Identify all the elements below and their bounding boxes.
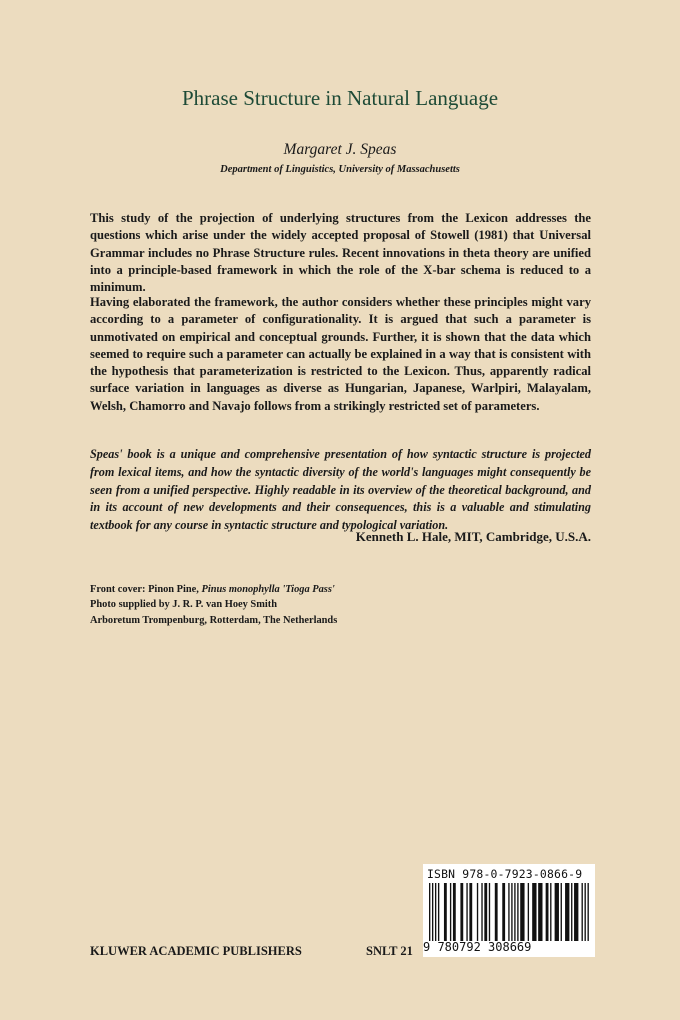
barcode-bar xyxy=(574,883,578,941)
barcode-bar xyxy=(502,883,505,941)
barcode-bar xyxy=(438,883,439,941)
barcode-bar xyxy=(466,883,467,941)
cover-credit-prefix: Front cover: Pinon Pine, xyxy=(90,584,202,595)
barcode-bar xyxy=(565,883,569,941)
author-affiliation: Department of Linguistics, University of Massachusetts xyxy=(220,164,460,175)
barcode-bar xyxy=(588,883,589,941)
barcode-number: 9 780792 308669 xyxy=(423,940,532,954)
cover-credit-line xyxy=(90,582,337,597)
barcode-bar xyxy=(582,883,583,941)
cover-credits xyxy=(90,582,337,628)
barcode-bar xyxy=(561,883,562,941)
cover-species-name: Pinus monophylla 'Tioga Pass' xyxy=(201,584,335,595)
location-credit-line: Arboretum Trompenburg, Rotterdam, The Netherlands xyxy=(90,614,338,626)
barcode-bar xyxy=(511,883,512,941)
barcode-bar xyxy=(520,883,524,941)
publisher-name: KLUWER ACADEMIC PUBLISHERS xyxy=(90,944,302,958)
book-title: Phrase Structure in Natural Language xyxy=(181,86,499,110)
barcode-bar xyxy=(571,883,572,941)
barcode-bar xyxy=(585,883,586,941)
barcode-bar xyxy=(495,883,498,941)
barcode-bar xyxy=(450,883,451,941)
barcode-bar xyxy=(508,883,509,941)
barcode-bar xyxy=(481,883,482,941)
reviewer-name: Kenneth L. Hale, MIT, Cambridge, U.S.A. xyxy=(355,529,591,544)
barcode-bar xyxy=(555,883,559,941)
barcode-bar xyxy=(528,883,529,941)
barcode-bar xyxy=(429,883,430,941)
barcode-bar xyxy=(517,883,518,941)
barcode-bar xyxy=(550,883,551,941)
barcode-bar xyxy=(453,883,456,941)
abstract-paragraph-2: Having elaborated the framework, the author considers whether these principles might vary according to a parameter of configurationality. It is argued that such a parameter is unmotivated on empirical and conceptual grounds. Further, it is shown that the data which seemed to require such a parameter can actually be explained in a way that is consistent with the hypothesis that parameterization is restricted to the Lexicon. Thus, apparently radical surface variation in languages as diverse as Hungarian, Japanese, Warlpiri, Malayalam, Welsh, Chamorro and Navajo follows from a strikingly restricted set of parameters. xyxy=(90,295,591,413)
barcode-bar xyxy=(460,883,463,941)
barcode-panel xyxy=(423,864,595,957)
abstract-paragraph-1: This study of the projection of underlying structures from the Lexicon addresses the questions which arise under the widely accepted proposal of Stowell (1981) that Universal Grammar includes no Phrase Structure rules. Recent innovations in theta theory are unified into a principle-based framework in which the role of the X-bar schema is reduced to a minimum. xyxy=(90,211,591,295)
barcode-bar xyxy=(444,883,447,941)
author-name: Margaret J. Speas xyxy=(283,141,397,158)
isbn-text: ISBN 978-0-7923-0866-9 xyxy=(427,867,583,881)
photo-credit-line: Photo supplied by J. R. P. van Hoey Smith xyxy=(90,599,277,611)
barcode-bar xyxy=(532,883,536,941)
barcode-bar xyxy=(432,883,433,941)
review-quote: Speas' book is a unique and comprehensive presentation of how syntactic structure is projected from lexical items, and how the syntactic diversity of the world's languages might consequently be seen from a unified perspective. Highly readable in its overview of the theoretical background, and in its account of new developments and their consequences, this is a valuable and stimulating textbook for any course in syntactic structure and typological variation. xyxy=(90,447,591,533)
series-code: SNLT 21 xyxy=(366,944,413,958)
barcode-icon xyxy=(429,883,589,941)
barcode-bar xyxy=(546,883,549,941)
barcode-bar xyxy=(469,883,472,941)
barcode-bar xyxy=(538,883,542,941)
barcode-bar xyxy=(514,883,515,941)
barcode-bar xyxy=(477,883,478,941)
barcode-bar xyxy=(484,883,487,941)
barcode-bar xyxy=(489,883,490,941)
barcode-bar xyxy=(435,883,436,941)
